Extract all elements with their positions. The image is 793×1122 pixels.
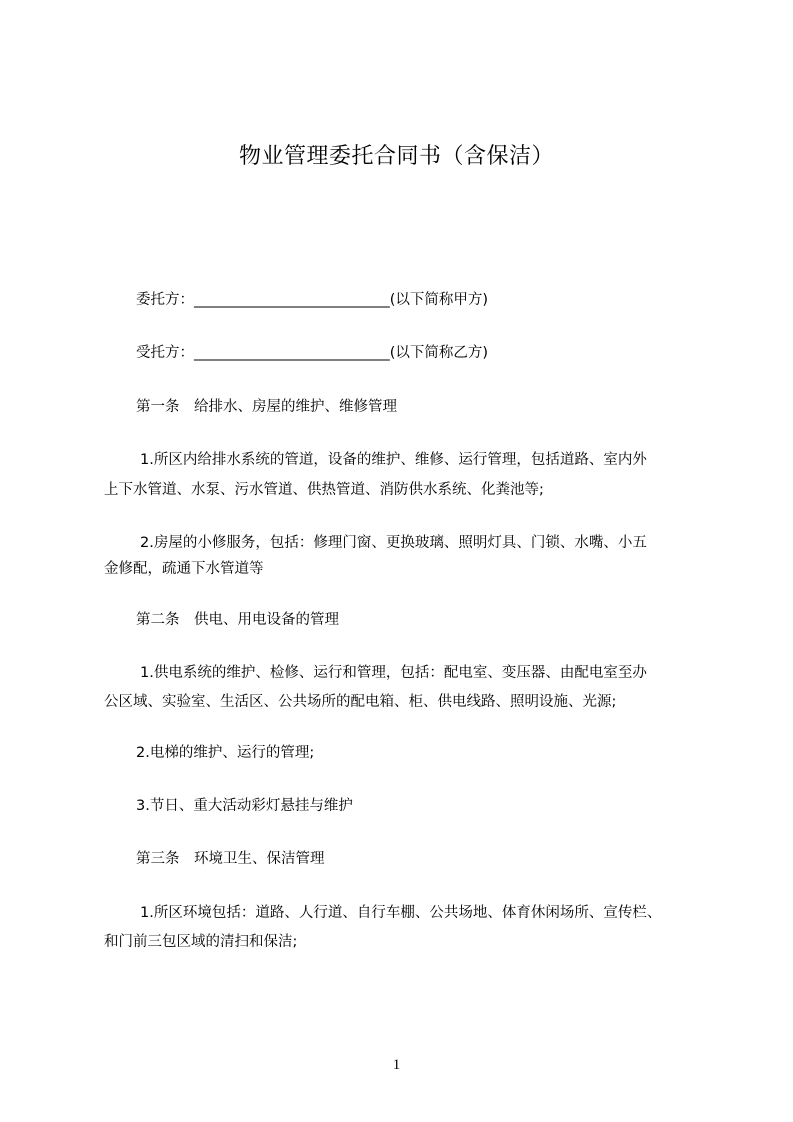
article-2-item-3: 3.节日、重大活动彩灯悬挂与维护	[136, 798, 353, 814]
page-number: 1	[392, 1057, 401, 1073]
document-title: 物业管理委托合同书（含保洁）	[238, 144, 554, 169]
article-2-heading: 第二条 供电、用电设备的管理	[136, 612, 339, 628]
article-2-item-1-line-2: 公区域、实验室、生活区、公共场所的配电箱、柜、供电线路、照明设施、光源;	[104, 694, 617, 710]
article-3-item-1-line-2: 和门前三包区域的清扫和保洁;	[104, 934, 298, 950]
article-1-heading: 第一条 给排水、房屋的维护、维修管理	[136, 399, 397, 415]
article-3-heading: 第三条 环境卫生、保洁管理	[136, 851, 325, 867]
article-3-item-1-line-1: 1.所区环境包括：道路、人行道、自行车棚、公共场地、体育休闲场所、宣传栏、	[140, 905, 662, 921]
article-2-item-1-line-1: 1.供电系统的维护、检修、运行和管理，包括：配电室、变压器、由配电室至办	[140, 665, 647, 681]
party-b-line: 受托方：___________________________(以下简称乙方)	[136, 345, 489, 361]
article-2-item-2: 2.电梯的维护、运行的管理;	[136, 745, 315, 761]
article-1-item-1-line-2: 上下水管道、水泵、污水管道、供热管道、消防供水系统、化粪池等;	[104, 482, 544, 498]
article-1-item-2-line-2: 金修配，疏通下水管道等	[104, 561, 264, 577]
article-1-item-1-line-1: 1.所区内给排水系统的管道，设备的维护、维修、运行管理，包括道路、室内外	[140, 452, 647, 468]
party-a-line: 委托方：___________________________(以下简称甲方)	[136, 292, 489, 308]
article-1-item-2-line-1: 2.房屋的小修服务，包括：修理门窗、更换玻璃、照明灯具、门锁、水嘴、小五	[140, 535, 647, 551]
